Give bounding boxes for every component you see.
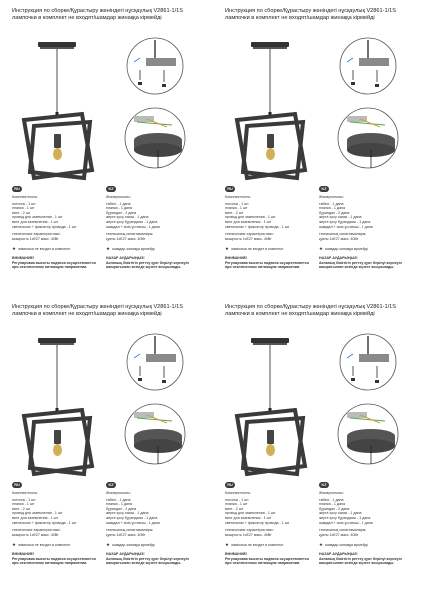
list-item: планка - 1 шт (12, 206, 35, 211)
spec-heading: технические характеристики: (12, 528, 61, 533)
kazakh-section (319, 482, 407, 566)
warning-text: Регулировка высоты подвеса осуществляется при отключенном питающем напряжении. (225, 260, 309, 270)
list-item: потолок - 1 шт (12, 497, 36, 502)
list-item: винт для заземления - 1 шт (12, 515, 59, 520)
list-item: төбесі - 1 дана (319, 201, 344, 206)
contents-heading: Комплектность: (12, 195, 39, 199)
spec-heading: техникалық сипаттамалары: (106, 232, 154, 237)
contents-heading: Жинақтылығы: (319, 491, 344, 495)
list-item: планка - 1 шт (225, 502, 248, 507)
instruction-panel-4 (225, 304, 415, 594)
title-line-1: Инструкция по сборке/Құрастыру жөніндегі нұсқаулық V2861-1/1S (225, 304, 396, 310)
lamp-note (319, 543, 407, 548)
contents-heading: Жинақтылығы: (319, 195, 344, 199)
assembly-illustration (12, 30, 202, 190)
list-item: светильник + фиксатор провода - 1 шт (12, 520, 77, 525)
assembly-illustration (225, 30, 415, 190)
russian-section (225, 482, 313, 566)
list-item: жерге қосу сымы - 1 дана (106, 511, 149, 516)
spec-value: қуаты 1хE27 макс. 40Вт (319, 236, 359, 241)
language-code-badge: KZ (106, 482, 116, 488)
list-item: винт - 2 шт (12, 210, 31, 215)
title-line-1: Инструкция по сборке/Құрастыру жөніндегі нұсқаулық V2861-1/1S (12, 8, 183, 14)
russian-section (225, 186, 313, 270)
detail-circle-bottom (338, 108, 398, 168)
kazakh-section (319, 186, 407, 270)
lamp-note-text: лампочки не входят в комплект (230, 247, 284, 252)
pendant-lamp-drawing (24, 42, 92, 178)
list-item: планка - 1 шт (12, 502, 35, 507)
warning-heading: НАЗАР АУДАРЫҢЫЗ! (319, 551, 358, 556)
list-item: планка - 1 дана (106, 206, 132, 211)
contents-heading: Жинақтылығы: (106, 491, 131, 495)
panel-title (12, 8, 202, 22)
spec-heading: техникалық сипаттамалары: (319, 232, 367, 237)
lamp-note (12, 543, 100, 548)
lamp-note (225, 247, 313, 252)
kazakh-section (106, 482, 194, 566)
list-item: төбесі - 1 дана (319, 497, 344, 502)
title-line-2: лампочки в комплект не входят/шамдар жинаққа кірмейді (12, 15, 162, 21)
detail-circle-top (340, 334, 396, 390)
title-line-2: лампочки в комплект не входят/шамдар жинаққа кірмейді (225, 311, 375, 317)
warning-text: Регулировка высоты подвеса осуществляется при отключенном питающем напряжении. (12, 260, 96, 270)
lamp-note (319, 247, 407, 252)
list-item: бұрандал - 2 дана (319, 210, 350, 215)
instruction-panel-1 (12, 8, 202, 298)
language-code-badge: KZ (106, 186, 116, 192)
spec-heading: техникалық сипаттамалары: (319, 528, 367, 533)
title-line-1: Инструкция по сборке/Құрастыру жөніндегі нұсқаулық V2861-1/1S (225, 8, 396, 14)
list-item: потолок - 1 шт (225, 497, 249, 502)
list-item: шамдал + сым ұстағыш - 1 дана (106, 224, 160, 229)
list-item: провод для заземления - 1 шт (225, 511, 276, 516)
warning-text: Регулировка высоты подвеса осуществляется при отключенном питающем напряжении. (12, 556, 96, 566)
list-item: бұрандал - 2 дана (106, 506, 137, 511)
detail-circle-top (340, 38, 396, 94)
list-item: винт - 2 шт (12, 506, 31, 511)
russian-section (12, 186, 100, 270)
list-item: винт - 2 шт (225, 210, 244, 215)
warning-heading: НАЗАР АУДАРЫҢЫЗ! (106, 255, 145, 260)
lamp-note-text: лампочки не входят в комплект (17, 247, 71, 252)
lamp-note-text: шамдар жинаққа кірмейді (111, 543, 155, 548)
list-item: планка - 1 шт (225, 206, 248, 211)
detail-circle-top (127, 334, 183, 390)
contents-heading: Жинақтылығы: (106, 195, 131, 199)
warning-text: Аспаның биіктігін реттеу қуат берілуі кернеуін ажыратылған кезінде жүзеге асырылады. (319, 260, 402, 270)
list-item: бұрандал - 2 дана (319, 506, 350, 511)
list-item: потолок - 1 шт (12, 201, 36, 206)
warning-heading: ВНИМАНИЕ! (12, 551, 35, 556)
lamp-note (106, 247, 194, 252)
list-item: жерге қосу бұрандасы - 1 дана (106, 515, 158, 520)
list-item: планка - 1 дана (319, 502, 345, 507)
language-code-badge: RU (12, 186, 22, 192)
spec-value: қуаты 1хE27 макс. 40Вт (319, 532, 359, 537)
detail-circle-bottom (125, 108, 185, 168)
list-item: винт - 2 шт (225, 506, 244, 511)
list-item: светильник + фиксатор провода - 1 шт (225, 520, 290, 525)
kazakh-section (106, 186, 194, 270)
pendant-lamp-drawing (237, 42, 305, 178)
warning-text: Аспаның биіктігін реттеу қуат берілуі кернеуін ажыратылған кезінде жүзеге асырылады. (106, 556, 189, 566)
language-code-badge: RU (225, 482, 235, 488)
spec-heading: технические характеристики: (12, 232, 61, 237)
star-icon: ★ (225, 246, 229, 252)
list-item: жерге қосу сымы - 1 дана (319, 215, 362, 220)
list-item: төбесі - 1 дана (106, 497, 131, 502)
list-item: жерге қосу бұрандасы - 1 дана (319, 219, 371, 224)
panel-title (225, 8, 415, 22)
spec-heading: техникалық сипаттамалары: (106, 528, 154, 533)
star-icon: ★ (106, 246, 110, 252)
spec-value: қуаты 1хE27 макс. 40Вт (106, 532, 146, 537)
lamp-note (12, 247, 100, 252)
warning-text: Аспаның биіктігін реттеу қуат берілуі кернеуін ажыратылған кезінде жүзеге асырылады. (106, 260, 189, 270)
list-item: винт для заземления - 1 шт (225, 219, 272, 224)
list-item: провод для заземления - 1 шт (12, 511, 63, 516)
detail-circle-bottom (338, 404, 398, 464)
list-item: жерге қосу сымы - 1 дана (106, 215, 149, 220)
pendant-lamp-drawing (24, 338, 92, 474)
star-icon: ★ (106, 542, 110, 548)
star-icon: ★ (319, 246, 323, 252)
title-line-1: Инструкция по сборке/Құрастыру жөніндегі нұсқаулық V2861-1/1S (12, 304, 183, 310)
warning-heading: ВНИМАНИЕ! (12, 255, 35, 260)
list-item: провод для заземления - 1 шт (225, 215, 276, 220)
lamp-note-text: шамдар жинаққа кірмейді (111, 247, 155, 252)
list-item: светильник + фиксатор провода - 1 шт (12, 224, 77, 229)
spec-value: мощность 1хE27 макс. 40Вт (12, 532, 59, 537)
contents-heading: Комплектность: (12, 491, 39, 495)
list-item: төбесі - 1 дана (106, 201, 131, 206)
language-code-badge: RU (12, 482, 22, 488)
spec-heading: технические характеристики: (225, 232, 274, 237)
lamp-note (106, 543, 194, 548)
list-item: планка - 1 дана (319, 206, 345, 211)
list-item: винт для заземления - 1 шт (225, 515, 272, 520)
list-item: жерге қосу бұрандасы - 1 дана (319, 515, 371, 520)
list-item: потолок - 1 шт (225, 201, 249, 206)
star-icon: ★ (12, 246, 16, 252)
list-item: шамдал + сым ұстағыш - 1 дана (319, 520, 373, 525)
spec-value: мощность 1хE27 макс. 40Вт (225, 236, 272, 241)
instruction-panel-3 (12, 304, 202, 594)
list-item: жерге қосу бұрандасы - 1 дана (106, 219, 158, 224)
star-icon: ★ (225, 542, 229, 548)
list-item: шамдал + сым ұстағыш - 1 дана (319, 224, 373, 229)
spec-value: қуаты 1хE27 макс. 40Вт (106, 236, 146, 241)
lamp-note-text: шамдар жинаққа кірмейді (324, 247, 368, 252)
contents-heading: Комплектность: (225, 195, 252, 199)
instruction-panel-2 (225, 8, 415, 298)
pendant-lamp-drawing (237, 338, 305, 474)
warning-text: Регулировка высоты подвеса осуществляется при отключенном питающем напряжении. (225, 556, 309, 566)
list-item: провод для заземления - 1 шт (12, 215, 63, 220)
list-item: планка - 1 дана (106, 502, 132, 507)
list-item: светильник + фиксатор провода - 1 шт (225, 224, 290, 229)
detail-circle-bottom (125, 404, 185, 464)
lamp-note (225, 543, 313, 548)
spec-value: мощность 1хE27 макс. 40Вт (12, 236, 59, 241)
list-item: винт для заземления - 1 шт (12, 219, 59, 224)
warning-heading: ВНИМАНИЕ! (225, 255, 248, 260)
language-code-badge: KZ (319, 186, 329, 192)
panel-title (12, 304, 202, 318)
contents-heading: Комплектность: (225, 491, 252, 495)
lamp-note-text: лампочки не входят в комплект (230, 543, 284, 548)
language-code-badge: KZ (319, 482, 329, 488)
warning-heading: НАЗАР АУДАРЫҢЫЗ! (319, 255, 358, 260)
assembly-illustration (12, 326, 202, 486)
title-line-2: лампочки в комплект не входят/шамдар жинаққа кірмейді (12, 311, 162, 317)
russian-section (12, 482, 100, 566)
title-line-2: лампочки в комплект не входят/шамдар жинаққа кірмейді (225, 15, 375, 21)
list-item: бұрандал - 2 дана (106, 210, 137, 215)
star-icon: ★ (12, 542, 16, 548)
list-item: шамдал + сым ұстағыш - 1 дана (106, 520, 160, 525)
list-item: жерге қосу сымы - 1 дана (319, 511, 362, 516)
lamp-note-text: лампочки не входят в комплект (17, 543, 71, 548)
detail-circle-top (127, 38, 183, 94)
warning-heading: ВНИМАНИЕ! (225, 551, 248, 556)
spec-heading: технические характеристики: (225, 528, 274, 533)
assembly-illustration (225, 326, 415, 486)
lamp-note-text: шамдар жинаққа кірмейді (324, 543, 368, 548)
warning-heading: НАЗАР АУДАРЫҢЫЗ! (106, 551, 145, 556)
spec-value: мощность 1хE27 макс. 40Вт (225, 532, 272, 537)
warning-text: Аспаның биіктігін реттеу қуат берілуі кернеуін ажыратылған кезінде жүзеге асырылады. (319, 556, 402, 566)
panel-title (225, 304, 415, 318)
star-icon: ★ (319, 542, 323, 548)
language-code-badge: RU (225, 186, 235, 192)
